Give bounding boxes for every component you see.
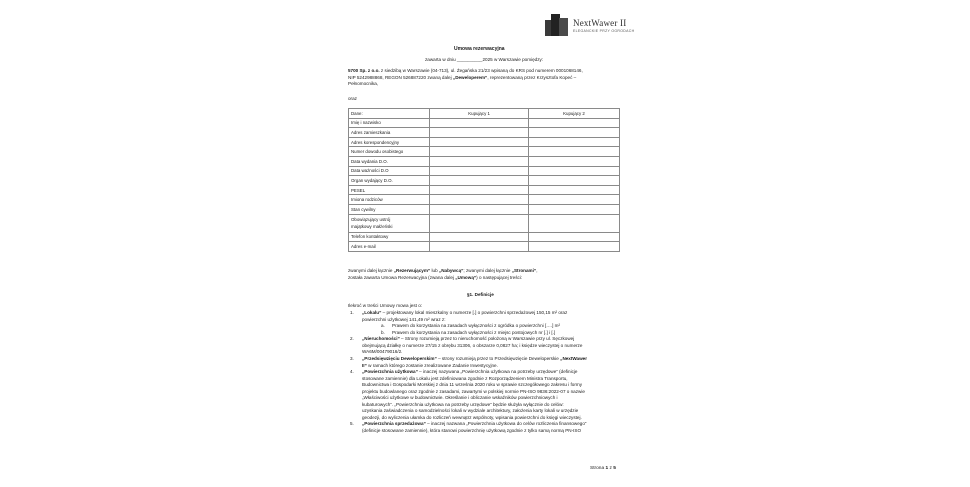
buyer2-field[interactable] <box>528 128 619 138</box>
page-number: Strona 1 z 5 <box>590 466 616 471</box>
table-row: PESEL <box>349 185 620 195</box>
logo-name: NextWawer II <box>573 17 627 28</box>
buyer2-field[interactable] <box>528 118 619 128</box>
header-buyer1: Kupujący 1 <box>430 109 529 119</box>
item-4-line5: „Właściwości użytkowe w budownictwie. Określanie i obliczanie wskaźników powierzchniowych i <box>362 395 558 400</box>
table-row: Adres e-mail <box>349 242 620 252</box>
item-4-line2: stosowane zamiennie) dla Lokalu jest zdefiniowana zgodnie z Rozporządzeniem Ministra Transportu, <box>362 375 568 381</box>
item-5-line2: (definicje stosowane zamiennie), która stanowi powierzchnię użytkową zgodnie z tylko samą normą PN-ISO <box>362 427 582 433</box>
sub-item-b: Prawem do korzystania na zasadach wyłączności z miejsc postojowych nr [.] i [.] <box>392 329 556 335</box>
buyer-data-table <box>348 108 620 252</box>
item-1-line2: powierzchni użytkowej 141,49 m² wraz z: <box>362 316 446 322</box>
buyer2-field[interactable] <box>528 214 619 232</box>
company-name: 5700 Sp. z o.o. <box>348 68 380 73</box>
buyer1-field[interactable] <box>430 147 529 157</box>
table-row: Data wydania D.O. <box>349 156 620 166</box>
company-logo <box>545 12 635 38</box>
header-dane: Dane: <box>349 109 430 119</box>
table-header-row <box>349 109 620 119</box>
buyer2-field[interactable] <box>528 204 619 214</box>
buyer1-field[interactable] <box>430 242 529 252</box>
item-number: 4. <box>350 369 354 374</box>
buyer1-field[interactable] <box>430 128 529 138</box>
table-row: Telefon kontaktowy <box>349 232 620 242</box>
buyer2-field[interactable] <box>528 176 619 186</box>
table-row: Imiona rodziców <box>349 195 620 205</box>
parties-definition-line1: zwanymi dalej łącznie „Rezerwującym” lub „Nabywcą”; zwanymi dalej łącznie „Stronami”, <box>348 268 538 273</box>
table-row: Adres korespondencyjny <box>349 137 620 147</box>
buyer1-field[interactable] <box>430 185 529 195</box>
item-1-line1: „Lokalu” – projektowany lokal mieszkalny o numerze [.] o powierzchni sprzedażowej 150,15 m² oraz <box>362 310 568 315</box>
item-number: 1. <box>350 310 354 315</box>
sub-label: a. <box>381 323 385 328</box>
table-row: Imię i nazwisko <box>349 118 620 128</box>
item-4-line1: „Powierzchnia użytkowa” – inaczej nazywana „Powierzchnia użytkowa na potrzeby urzędowe” (definicje <box>362 369 578 374</box>
item-3-line1: „Przedsięwzięciu Deweloperskim” – strony rozumieją przez to Przedsięwzięcie Deweloperskie „NextWawer <box>362 356 588 361</box>
buyer2-field[interactable] <box>528 156 619 166</box>
sub-label: b. <box>381 329 385 335</box>
developer-term: „Deweloperem” <box>452 74 488 80</box>
item-2-line2: obejmującą działkę o numerze 27/15 z obrębu 31306, o obszarze 0,0827 ha; i księdze wieczystej o numerze <box>362 342 583 348</box>
item-3-line2: II” w ramach którego zostanie zrealizowane Zadanie Inwestycyjne. <box>362 362 498 368</box>
table-row: Data ważności D.O <box>349 166 620 176</box>
item-number: 2. <box>350 336 354 341</box>
item-5-line1: „Powierzchnia sprzedażowa” – inaczej nazwana „Powierzchnia użytkowa do celów rozliczenia finansowego” <box>362 421 587 426</box>
table-row: Obowiązujący ustrój majątkowy małżeński <box>349 214 620 232</box>
table-row: Organ wydający D.O. <box>349 176 620 186</box>
buyer1-field[interactable] <box>430 214 529 232</box>
item-number: 5. <box>350 421 354 426</box>
building-logo-icon <box>545 14 569 36</box>
item-2-line3: WA6M/00479016/2. <box>362 349 403 354</box>
parties-definition-line2: została zawarta Umowa Rezerwacyjna (zwana dalej „Umową”) o następującej treści: <box>348 275 523 280</box>
section-intro: Ilekroć w treści Umowy mowa jest o: <box>348 303 423 308</box>
buyer1-field[interactable] <box>430 195 529 205</box>
party1-line1: 5700 Sp. z o.o. z siedzibą w Warszawie (04-713), ul. Żegańska 21/23 wpisaną do KRS pod numerem 0001068146, <box>348 68 583 73</box>
party1-line3: Pełnomocnika, <box>348 81 379 86</box>
item-4-line6: kubaturowych”. „Powierzchnia użytkowa na potrzeby urzędowe” będzie służyła wyłącznie do celów: <box>362 401 564 407</box>
buyer2-field[interactable] <box>528 137 619 147</box>
oraz-text: oraz <box>348 96 357 101</box>
item-4-line4: projektu budowlanego oraz zgodnie z zasadami, zawartymi w polskiej normie PN-ISO 9836:2022-07 o nazwie <box>362 388 585 394</box>
logo-tagline: ELEGANCKIE PRZY OGRODACH <box>573 28 635 33</box>
header-buyer2: Kupujący 2 <box>528 109 619 119</box>
section-heading: §1. Definicje <box>467 292 494 297</box>
buyer2-field[interactable] <box>528 185 619 195</box>
table-row: Numer dowodu osobistego <box>349 147 620 157</box>
date-line: zawarta w dniu __________2025 w Warszawie pomiędzy: <box>425 57 544 62</box>
buyer1-field[interactable] <box>430 118 529 128</box>
buyer1-field[interactable] <box>430 204 529 214</box>
item-4-line7: uzyskania zaświadczenia o samodzielności lokali w wydziale architektury, założenia karty lokali w urzędzie <box>362 408 579 413</box>
item-number: 3. <box>350 356 354 361</box>
buyer1-field[interactable] <box>430 176 529 186</box>
buyer1-field[interactable] <box>430 156 529 166</box>
sub-item-a: Prawem do korzystania na zasadach wyłączności z ogródka o powierzchni [….] m² <box>392 323 560 328</box>
item-4-line3: Budownictwa i Gospodarki Morskiej z dnia 11 września 2020 roku w sprawie szczegółowego zakresu i formy <box>362 382 583 387</box>
table-row: Stan cywilny <box>349 204 620 214</box>
party1-line2: NIP 5242988868, REGON 526887220 zwaną dalej „Deweloperem”, reprezentowaną przez Krzysztofa Kopeć – <box>348 74 577 80</box>
buyer1-field[interactable] <box>430 137 529 147</box>
buyer2-field[interactable] <box>528 195 619 205</box>
buyer2-field[interactable] <box>528 242 619 252</box>
buyer2-field[interactable] <box>528 232 619 242</box>
buyer1-field[interactable] <box>430 166 529 176</box>
item-2-line1: „Nieruchomości” – Strony rozumieją przez to nieruchomość położoną w Warszawie przy ul. Sęczkowej <box>362 336 575 341</box>
buyer1-field[interactable] <box>430 232 529 242</box>
buyer2-field[interactable] <box>528 166 619 176</box>
document-title: Umowa rezerwacyjna <box>454 46 505 52</box>
item-4-line8: geodezji, do wyliczenia ułamka do rozliczeń wewnątrz wspólnoty, wpisania powierzchni do księgi wieczystej. <box>362 414 582 420</box>
buyer2-field[interactable] <box>528 147 619 157</box>
table-row: Adres zamieszkania <box>349 128 620 138</box>
